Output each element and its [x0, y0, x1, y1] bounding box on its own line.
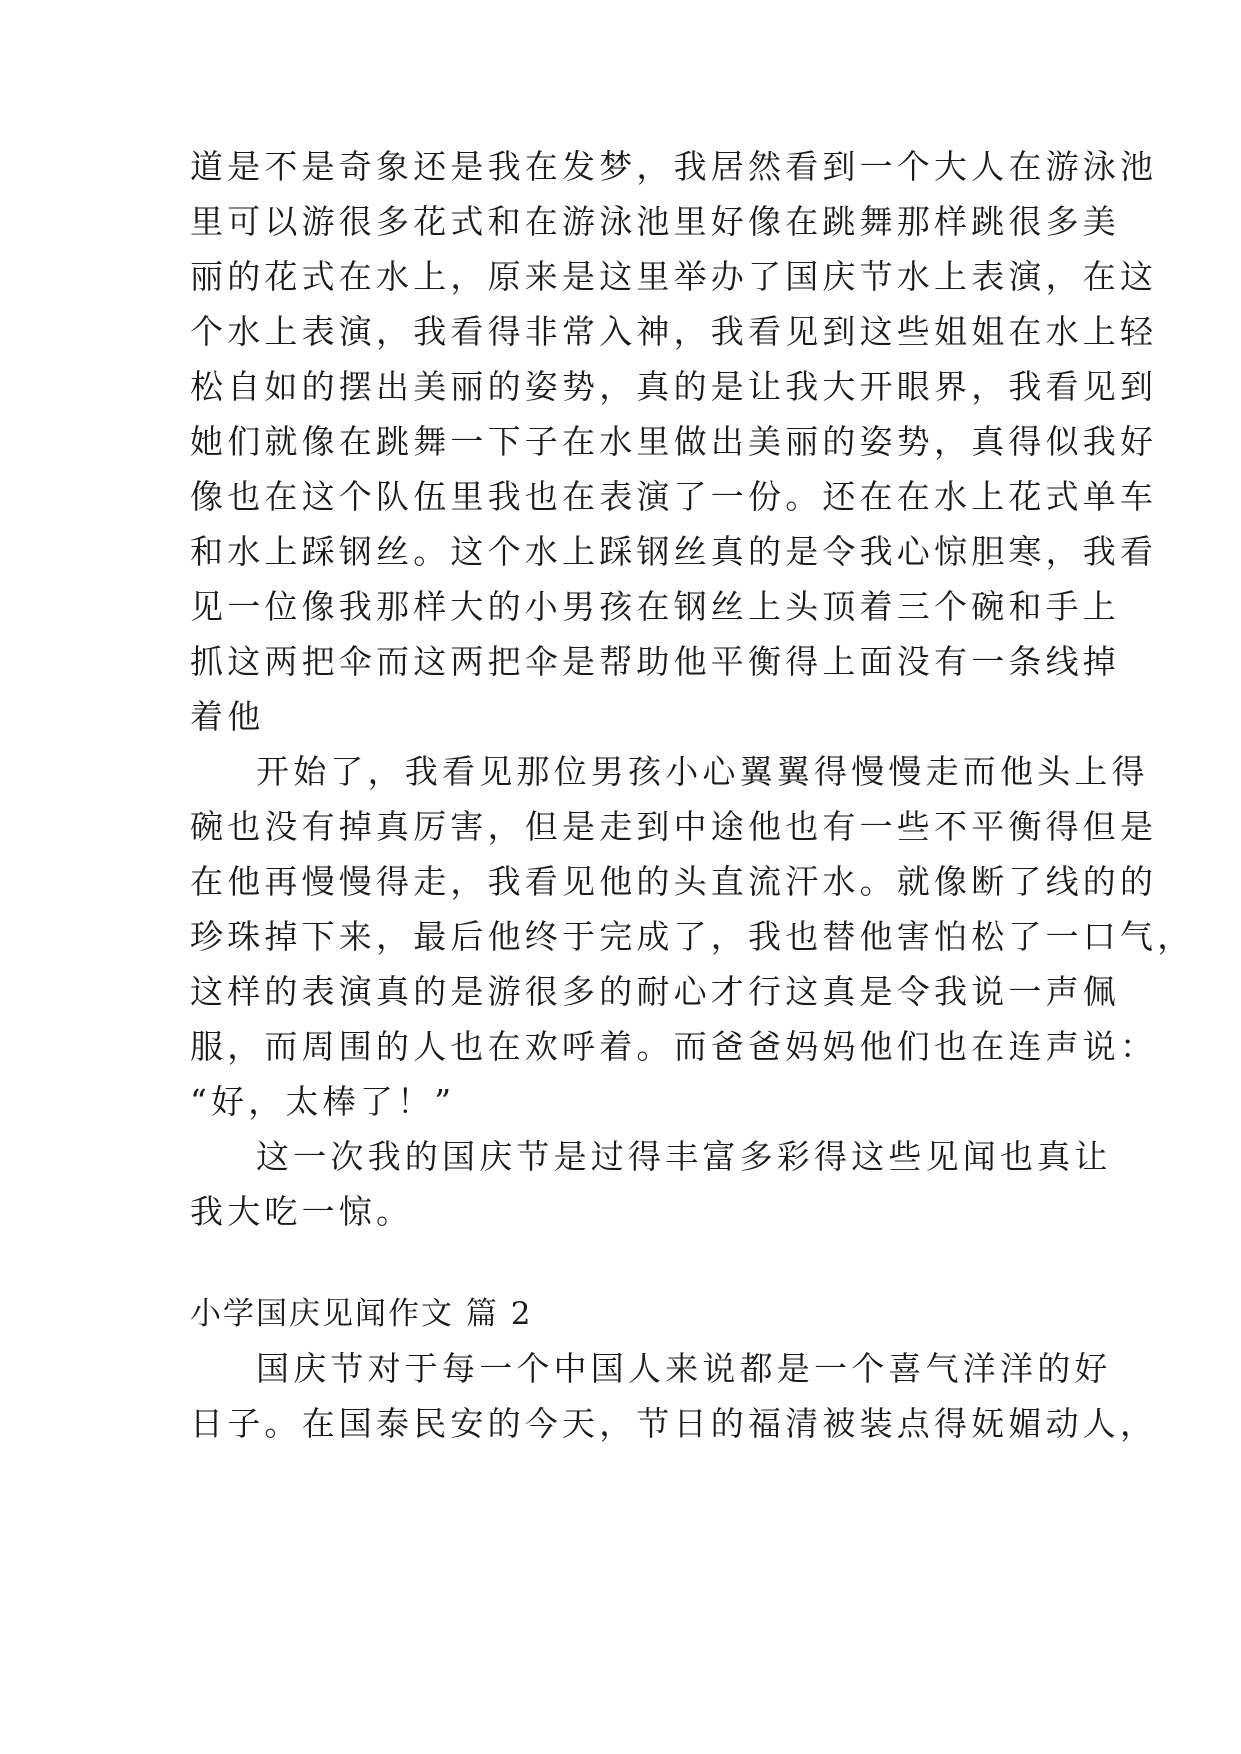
paragraph-line: 这样的表演真的是游很多的耐心才行这真是令我说一声佩	[190, 972, 1120, 1011]
paragraph-line: 个水上表演，我看得非常入神，我看见到这些姐姐在水上轻	[190, 312, 1158, 351]
paragraph-line: 日子。在国泰民安的今天，节日的福清被装点得妩媚动人，	[190, 1404, 1158, 1443]
paragraph-line: 国庆节对于每一个中国人来说都是一个喜气洋洋的好	[256, 1349, 1112, 1388]
paragraph-line: 我大吃一惊。	[190, 1192, 414, 1231]
paragraph-line: 抓这两把伞而这两把伞是帮助他平衡得上面没有一条线掉	[190, 642, 1120, 681]
section-heading: 小学国庆见闻作文 篇 2	[190, 1296, 533, 1332]
paragraph-line: 这一次我的国庆节是过得丰富多彩得这些见闻也真让	[256, 1137, 1112, 1176]
paragraph-line: 碗也没有掉真厉害，但是走到中途他也有一些不平衡得但是	[190, 807, 1158, 846]
paragraph-line: 见一位像我那样大的小男孩在钢丝上头顶着三个碗和手上	[190, 587, 1120, 626]
paragraph-line: 开始了，我看见那位男孩小心翼翼得慢慢走而他头上得	[256, 752, 1149, 791]
paragraph-line: 道是不是奇象还是我在发梦，我居然看到一个大人在游泳池	[190, 147, 1158, 186]
paragraph-line: 在他再慢慢得走，我看见他的头直流汗水。就像断了线的的	[190, 862, 1158, 901]
paragraph-line: 丽的花式在水上，原来是这里举办了国庆节水上表演，在这	[190, 257, 1158, 296]
paragraph-line: 松自如的摆出美丽的姿势，真的是让我大开眼界，我看见到	[190, 367, 1158, 406]
paragraph-line: 服，而周围的人也在欢呼着。而爸爸妈妈他们也在连声说：	[190, 1027, 1158, 1066]
paragraph-line: 和水上踩钢丝。这个水上踩钢丝真的是令我心惊胆寒，我看	[190, 532, 1158, 571]
paragraph-line: 里可以游很多花式和在游泳池里好像在跳舞那样跳很多美	[190, 202, 1120, 241]
paragraph-line: 她们就像在跳舞一下子在水里做出美丽的姿势，真得似我好	[190, 422, 1158, 461]
paragraph-line: 着他	[190, 697, 265, 736]
paragraph-line: 珍珠掉下来，最后他终于完成了，我也替他害怕松了一口气，	[190, 917, 1195, 956]
paragraph-line: “好，太棒了！”	[190, 1082, 456, 1121]
paragraph-line: 像也在这个队伍里我也在表演了一份。还在在水上花式单车	[190, 477, 1158, 516]
